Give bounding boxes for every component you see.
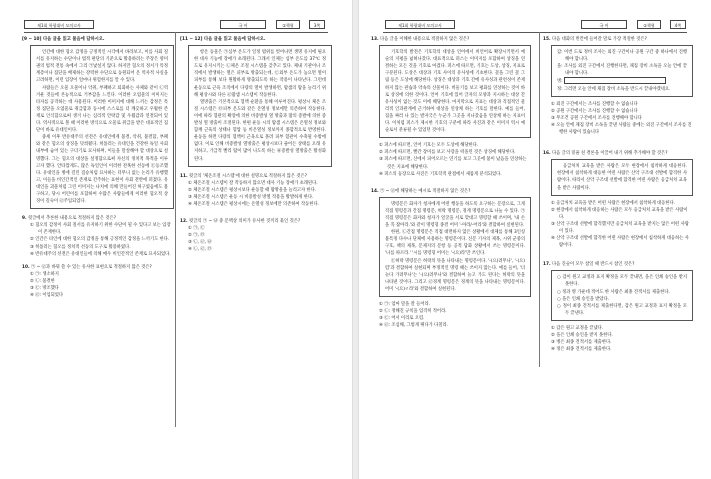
dialogue-box (551, 45, 693, 97)
option-3[interactable]: ③ ㉢: 방조했다 (30, 286, 59, 291)
option-3[interactable]: ③ ㉡, ㉣, ㉥ (188, 240, 212, 246)
statement: ○ 을은 인쇄 승인을 받았다. (557, 296, 610, 302)
question-14 (371, 188, 531, 330)
subject-box: 국 어 (581, 20, 627, 29)
subject-box: 국 어 (220, 20, 266, 29)
passage-paragraph: 인간에 대한 혐오 감정을 긍정적인 시각에서 바라보고, 이를 사회 질서를 유지하는 수단이나 법적 판단의 기준으로 활용하려는 주장은 영미권의 법적 전통 속에서 그리 ㉠낯설지 않다. 하지만 혐오의 정서가 특정 계층이나 집단을 배제하는 강력한 수단으로 동원되어 온 역사적 사실을 고려하면, 이런 입장이 얼마나 위험한지를 알 수 있다. (36, 50, 168, 84)
option-4[interactable]: ④ 반유대주의 선전은 유대인들에 의해 매우 비인간적인 존재로 묘사되었다. (30, 251, 171, 257)
speaker-label: 을: (557, 64, 563, 70)
question-number: 12. (180, 219, 188, 225)
question-stem: 다음 진술이 모두 참일 때 반드시 참인 것은? (552, 262, 635, 268)
page-number-box: 3쪽 (309, 20, 325, 29)
option-1[interactable]: ① 퍼스에 따르면, 언어 기호는 모두 도상에 해당한다. (379, 143, 479, 149)
option-3[interactable]: ③ 무조건 공원 구간에서 조사를 진행해야 합니다 (551, 115, 642, 121)
passage-box (379, 197, 531, 297)
statement: ○ 정이 최종 견적서를 제출한다면, 갑은 원고 교정과 표지 확정을 모두 끝낸다. (557, 303, 687, 316)
question-stem: ㉠ ~ ㉣과 바꿔 쓸 수 있는 유사한 표현으로 적절하지 않은 것은? (31, 264, 152, 270)
option-1[interactable]: ① 갑은 원고 교정을 끝냈다. (551, 325, 604, 331)
booklet-type-box: ①책형 (637, 20, 661, 29)
option-3[interactable]: ③ 퍼스에 따르면, 산에서 피어오르는 연기를 보고 그곳에 불이 났음을 연상하는 것은 지표에 해당한다. (379, 157, 527, 170)
question-number: 13. (371, 37, 379, 42)
passage-paragraph: 항온 동물은 ㉠심부 온도가 일정 범위를 벗어나면 생명 유지에 필요한 대사 기능에 장애가 초래된다. 그래서 인체는 심부 온도를 37℃ 정도로 유지시키는 ㉡체온 조절 시스템을 갖추고 있다. 체내 기관이나 조직에서 발생하는 열은 피부로 방출되는데, ㉢외부 온도가 높으면 열이 피부를 통해 보다 원활하게 방출되도록 하는 작용이 나타난다. 그런데 운동으로 근육 조직에서 다량의 열이 발생하면, 땀샘의 땀을 늘리기 위해 평상시와 다른 ㉣땀샘 시스템이 작동한다. (194, 50, 326, 98)
question-16 (543, 150, 693, 249)
option-3[interactable]: ③ 산악 구조대 선발에 합격했지만 응급처치 교육을 받지는 않은 어떤 사람이 있다. (551, 221, 689, 234)
right-column (180, 36, 332, 254)
exam-page-4 (359, 0, 711, 479)
question-number: 16. (543, 151, 551, 157)
option-3[interactable]: ③ 체온조절 시스템은 운동 시 비증발성 방열 작용을 활발하게 한다. (188, 194, 314, 200)
exam-page-3 (0, 0, 352, 479)
passage-box (551, 159, 693, 195)
group-instruction: [9 ~ 10] 다음 글을 읽고 물음에 답하시오. (22, 37, 105, 42)
question-stem: 윗글의 '체온조절 시스템'에 대한 설명으로 적절하지 않은 것은? (189, 173, 307, 179)
question-stem: 윗글의 ㉠ ~ ㉥ 중 문맥상 의미가 유사한 것끼리 묶인 것은? (189, 219, 301, 225)
option-2[interactable]: ② ㉡: 불결한 (30, 278, 55, 284)
exam-title-box: 제1회 학평대비 모의고사 (24, 20, 94, 29)
option-1[interactable]: ① 체온조절 시스템이 잘 작동하지 않으면 대사 기능 장애가 초래된다. (188, 180, 318, 186)
speaker-label: 병: (557, 79, 563, 85)
page-gutter (352, 0, 359, 479)
question-15 (543, 36, 693, 136)
option-3[interactable]: ③ ㉢: 어서 이리로 오렴. (379, 316, 425, 322)
statement: ○ 정과 병 가운데 적어도 한 사람은 최종 견적서를 제출한다. (557, 289, 670, 295)
question-11 (180, 173, 332, 208)
question-9 (22, 215, 174, 258)
option-2[interactable]: ② 현장에서 침착하게 대응하는 사람은 모두 응급처치 교육을 받은 사람이다. (551, 207, 688, 220)
option-2[interactable]: ② 퍼스에 따르면, 빨간 장미를 보고 사랑을 떠올린 것은 상징에 해당한다. (379, 150, 516, 156)
passage-paragraph: 명령문은 화자가 청자에게 어떤 행동을 하도록 요구하는 문장으로, 그게 직접 명령문과 간접 명령문, 허락 명령문, 경계 명령문으로 나눌 수 있다. ㉠직접 명령문은 화자와 청자가 얼굴을 서로 맞대고 명령할 때 쓰이며, '내 손을 꼭 잡아라.'와 같이 명령형 종결 어미 '-아라/-어라'와 결합하여 실현된다. (385, 201, 525, 229)
dialogue-line (557, 86, 687, 93)
option-1[interactable]: ① 응급처치 교육을 받은 어떤 사람은 현장에서 침착하게 대응한다. (551, 200, 676, 206)
question-13 (371, 36, 531, 178)
booklet-type-box: ①책형 (276, 20, 300, 29)
option-4[interactable]: ④ ㉣: 조심해, 그렇게 뛰다가 다칠라. (379, 323, 448, 329)
passage-paragraph: ㉢허락 명령문은 허락의 뜻을 나타내는 명령문이다. '-(으)려무나', '-(으)렴'과 결합하여 실현되며 부정적인 명령 때는 쓰이지 않는다. 예를 들어, '더 놀다 가려무나'는 '-(으)려무나'와 결합하여 놀고 가도 된다는 허락의 뜻을 나타낸 것이다. 그리고 ㉣경계 명령문은 경계의 뜻을 나타내는 명령문이다. 어미 '-(으)ㄹ라'와 결합하여 실현된다. (385, 258, 525, 292)
passage-paragraph: 기호학의 발전은 기호학의 대상을 언어에서 비언어로 확장시키면서 예술의 지평을 넓혀나갔다. 대표적으로 퍼스는 이미지를 포함하여 상징을 연결하는 모든 것을 기호로 여겼다. 퍼스에 따르면, 기호는 도상, 상징, 지표로 구분된다. 도상은 대상과 기호 사이의 유사성에 기초한다. 꽃을 그린 꽃 그림 등은 도상에 해당한다. 상징은 대상과 기호 간에 유사성과 관련성이 존재하지 않는 관습과 약속의 산물이다. 비둘기를 보고 평화를 연상하는 것이 바로 상징에 의한 것이다. 언어 기호에 있어 글자의 모양과 지시하는 대상 간 유사성이 없는 것도 이에 해당한다. 마지막으로 지표는 대상과 직접적인 물리적 인과관계에 근거하여 대상을 연상케 하는 기호를 말한다. 예를 들어, 집을 짜러 나 있는 발자국은 누군가 그곳을 지나갔음을 연상케 하는 지표이다. 이처럼 퍼스가 제시한 기호의 구분에 따라 사진과 같은 이미지 역시 예술로서 분류될 수 있었던 것이다. (385, 50, 525, 134)
dialogue-line (557, 63, 687, 77)
option-1[interactable]: ① ㉠: 엄마 말을 잘 들어라. (379, 302, 430, 307)
option-1[interactable]: ① ㉠: 생소하지 (30, 271, 59, 277)
option-3[interactable]: ③ 히틀러는 혐오를 정치적 선동의 도구로 활용하였다. (30, 244, 131, 250)
option-3[interactable]: ③ 병은 최종 견적서를 제출한다. (551, 340, 612, 346)
option-4[interactable]: ④ ㉡, ㉣, ㉤ (188, 247, 212, 253)
right-column (543, 36, 693, 353)
option-2[interactable]: ② 체온조절 시스템은 평상시보다 운동할 때 땀방울을 늘리고자 한다. (188, 187, 317, 193)
question-12 (180, 218, 332, 253)
passage-paragraph: 한편, ㉡간접 명령문은 직접 대면하지 않은 상황에서 대체를 통해 3인칭 불특정 다수나 단체에 사용하는 명령문이다. 신문 기사의 제목, 시위 군중의 구호, 책의 제목, 문제지의 문항 등 공적 담화 상황에서 쓰는 명령문이다. '나를 따르라.' '시를 명령형 어미는 '-(으)라'만 쓰인다. (385, 230, 525, 257)
exam-title-box: 제1회 학평대비 모의고사 (385, 20, 455, 29)
option-4[interactable]: ④ ㉣: 이입되었다 (30, 293, 64, 299)
option-4[interactable]: ④ 퍼스의 등장으로 사진은 기호학적 관점에서 새롭게 분석되었다. (379, 171, 502, 177)
question-stem: 다음 글을 이해한 내용으로 적절하지 않은 것은? (380, 37, 470, 42)
question-stem: 윗글에서 추론한 내용으로 적절하지 않은 것은? (28, 216, 116, 222)
statements-box (551, 270, 693, 321)
question-stem: 다음 글의 밑줄 친 결론을 이끌어 내기 위해 추가해야 할 것은? (552, 151, 668, 157)
option-1[interactable]: ① 외진 구간에서는 조사를 진행할 수 없습니다 (551, 101, 638, 107)
passage-paragraph: 응급처치 교육을 받은 사람은 모두 현장에서 침착하게 대응한다. 현장에서 침착하게 대응한 어떤 사람은 산악 구조대 선발에 합격한 사람이다. 따라서 산악 구조대 선발에 합격한 어떤 사람은 응급처치 교육을 받은 사람이다. (557, 164, 687, 191)
passage-paragraph: 중세 이후 반유대주의 선전은 유대인에게 불결, 악취, 불결함, 부패와 같은 혐오의 상징을 덧씌웠다. 히틀러는 유대인을 건강한 독일 사회 내부에 숨어 있는 구더기로 묘사하며, 이들을 말살해야 할 대상으로 설명했다. 그는 혐오의 대상을 설정함으로써 자신의 정치적 목적을 이루고자 했다. 안타깝게도, 많은 독일인이 이러한 잔혹한 선동에 ㉢동조했다. 유대인을 병에 걸린 짐승처럼 묘사하는 터무니 없는 논리가 유행했고, 이들을 비인간적인 존재로 간주하는 표현이 사회 전반에 퍼졌다. 유대인을 괴물처럼 그린 이미지는 나치에 의해 만들어진 허구였음에도 불구하고, 당시 어린이를 포함하여 수많은 사람들에게 이러한 혐오적 상징이 깊숙이 ㉣주입되었다. (36, 135, 168, 205)
header-rule (24, 32, 328, 33)
page-header (0, 20, 352, 32)
column-divider (539, 32, 540, 367)
option-4[interactable]: ④ 산악 구조대 선발에 합격한 어떤 사람은 현장에서 침착하게 대응하는 사람이다. (551, 236, 689, 249)
question-number: 15. (543, 37, 551, 42)
passage-box (379, 45, 531, 138)
dialogue-line (557, 77, 687, 85)
question-stem: ㉠ ~ ㉣에 해당하는 예시로 적절하지 않은 것은? (380, 188, 471, 194)
question-17 (543, 261, 693, 353)
left-column (371, 36, 531, 329)
option-2[interactable]: ② ㉠, ㉤ (188, 233, 205, 239)
group-instruction: [11 ~ 12] 다음 글을 읽고 물음에 답하시오. (180, 37, 266, 42)
dialogue-text: 그러면 오늘 안에 채집 장비 소독을 반드시 끝내야겠네요. (563, 86, 671, 92)
option-1[interactable]: ① ㉠, ㉢ (188, 226, 205, 232)
question-stem: 다음 대화의 빈칸에 들어갈 말로 가장 적절한 것은? (552, 37, 647, 42)
header-rule (383, 32, 687, 33)
dialogue-text: 이번 도로 정비 조사는 외진 구간이나 공원 구간 중 하나에서 진행해야 합니다. (564, 50, 687, 63)
option-4[interactable]: ④ 정은 최종 견적서를 제출한다. (551, 347, 612, 353)
option-2[interactable]: ② 을은 인쇄 승인을 받지 못한다. (551, 333, 613, 338)
passage-box (30, 45, 174, 209)
question-number: 10. (22, 264, 30, 270)
option-2[interactable]: ② ㉡: 정해진 규칙을 엄격히 적어라. (379, 309, 447, 315)
page-number-box: 4쪽 (670, 20, 686, 29)
dialogue-text: 조사를 외진 구간에서 진행한다면, 채집 장비 소독을 오늘 안에 끝내야 합니다. (564, 64, 687, 77)
passage-paragraph: 사람들은 오물 오물이나 악취, 부패하고 퇴화하는 사체와 같이 ㉡역겨운 것들에 본능적으로 거부감을 느낀다. 이러한 오염물의 이미지는 타자를 공격하는 데 사용된다. 이러한 이미지에 대해 느끼는 감정은 특정 집단을 오염물로 취급함과 동시에 스스로를 더 깨끗하고 우월한 존재로 인식함으로써 생겨 나는 심리적 안락감 및 우월감과 연결되어 있다. 역사적으로 볼 때 이러한 방식으로 오물로 취급을 받은 대표적인 집단이 바로 유대인이다. (36, 85, 168, 134)
passage-box (188, 45, 332, 167)
speaker-label: 정: (557, 86, 563, 92)
answer-blank (564, 77, 666, 84)
question-number: 17. (543, 262, 551, 268)
passage-paragraph: 열방출은 기본적으로 혈액 순환을 통해 이루어진다. 평상시 체온 조절 시스템은 ㉤피부 온도와 같은 온열성 정보에만 의존하여 작동한다. 이에 따라 혈관의 확장에 의한 비증발성 열 방출과 땀의 증발에 의한 증발성 열 방출이 조절된다. 한편 운동 시의 땀샘 시스템은 온열성 정보와 함께 근육의 상태나 혈압 등 비온열성 정보까지 종합적으로 반영한다. 운동을 하면 다량의 혈액이 근육으로 몰려 피부 혈관이 수축될 수밖에 없다. 이로 인해 비증발성 열방출은 평상시보다 줄어든 상태를 오래 유지하고, 가급적 빨리 땀이 많이 나도록 하는 ㉥증발성 열방출은 활성화된다. (194, 99, 326, 162)
option-1[interactable]: ① 혐오의 감정이 사회 질서를 유지하기 위한 수단이 될 수 있다고 보는 입장이 존재한다. (30, 223, 171, 236)
question-number: 14. (371, 188, 379, 194)
left-column (22, 36, 174, 299)
speaker-label: 갑: (557, 50, 563, 56)
question-10 (22, 264, 174, 299)
page-header (359, 20, 711, 32)
option-2[interactable]: ② 공원 구간에서는 조사를 진행할 수 없습니다 (551, 108, 638, 114)
statement: ○ 갑이 원고 교정과 표지 확정을 모두 끝내면, 을은 인쇄 승인을 받지 못한다. (557, 275, 687, 288)
question-number: 9. (22, 216, 27, 222)
dialogue-line (557, 49, 687, 63)
option-4[interactable]: ④ 오늘 안에 채집 장비 소독을 끝낸 사람들 중에는 외진 구간에서 조사를 진행한 사람이 있습니다 (551, 122, 692, 136)
question-number: 11. (180, 173, 188, 179)
option-4[interactable]: ④ 체온조절 시스템은 평상시에는 온열성 정보에만 의존하여 작동한다. (188, 201, 319, 207)
column-divider (175, 32, 176, 427)
option-2[interactable]: ② 인간은 타인에 대한 혐오의 감정을 통해 긍정적인 감정을 느끼기도 한다. (30, 237, 170, 243)
